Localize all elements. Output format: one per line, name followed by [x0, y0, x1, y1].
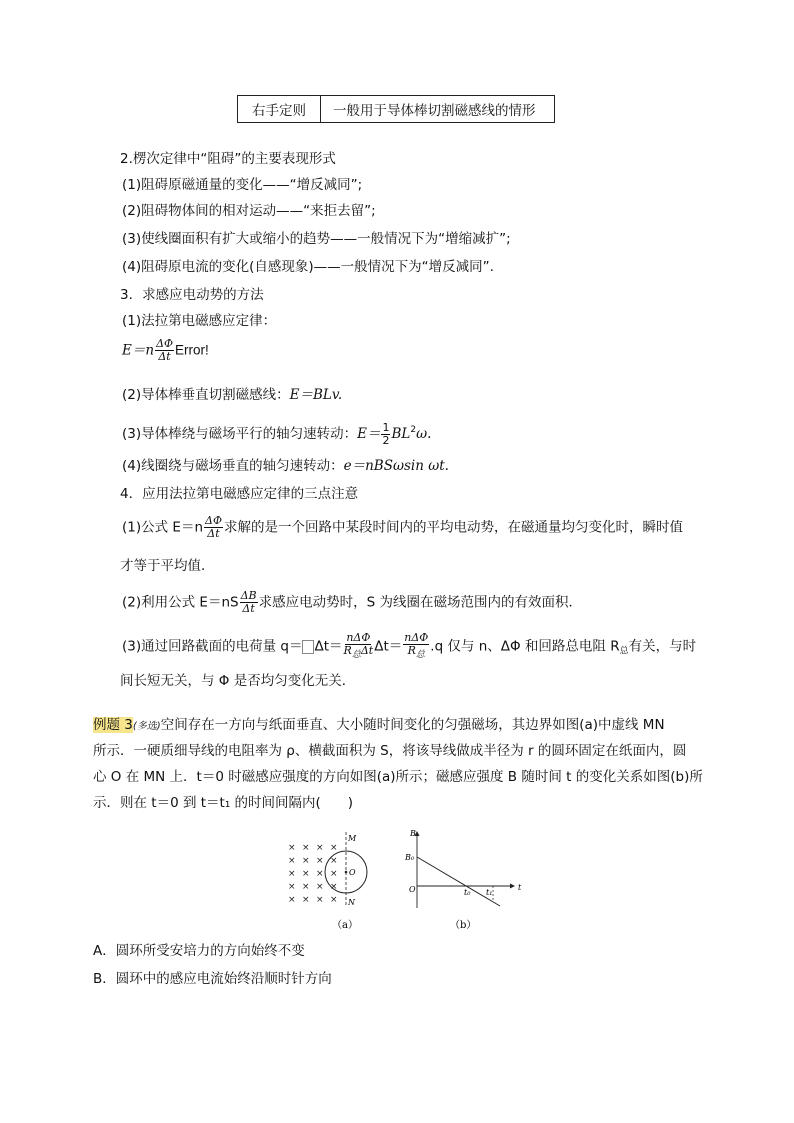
- field-cross: ×: [288, 882, 296, 892]
- s4-para-1-line-1: (1)公式 E＝n $\frac{\Delta\Phi}{\Delta t}$ 求解的是一个回路中某段时间内的平均电动势，在磁通量均匀变化时，瞬时值: [122, 514, 683, 540]
- field-cross: ×: [330, 895, 338, 905]
- physics-figure: [280, 826, 520, 936]
- current-placeholder-box: [302, 640, 314, 654]
- field-cross: ×: [302, 869, 310, 879]
- field-cross: ×: [330, 856, 338, 866]
- s3-item-3: (3)导体棒绕与磁场平行的轴匀速转动：E＝ $\frac{1}{2}$ $BL^2\omega$.: [122, 420, 432, 447]
- field-cross: ×: [330, 882, 338, 892]
- s2-item-3: (3)使线圈面积有扩大或缩小的趋势——一般情况下为“增缩减扩”;: [122, 231, 511, 247]
- s4-para-3-line-1: (3)通过回路截面的电荷量 q＝ Δt＝ $\frac{\text{nΔΦ}}{R_总\Delta t}$ Δt＝ $\frac{\text{nΔΦ}}{R_总}$ .q 仅与 n、ΔΦ 和回路总电阻 $R_总$有关，与时: [122, 631, 697, 660]
- option-b: B．圆环中的感应电流始终沿顺时针方向: [93, 971, 332, 987]
- magnetic-field-crosses: [288, 843, 338, 905]
- b-t-line: [417, 857, 500, 906]
- s2-item-2: (2)阻碍物体间的相对运动——“来拒去留”;: [122, 203, 376, 219]
- s3-item-2: (2)导体棒垂直切割磁感线：E＝BLv.: [122, 387, 343, 403]
- section-3-heading: 3．求感应电动势的方法: [120, 287, 264, 303]
- s2-item-1: (1)阻碍原磁通量的变化——“增反减同”;: [122, 177, 363, 193]
- section-4-heading: 4．应用法拉第电磁感应定律的三点注意: [120, 486, 359, 502]
- field-cross: ×: [316, 882, 324, 892]
- s3-item-1: (1)法拉第电磁感应定律：: [122, 313, 277, 329]
- s4-para-3-line-2: 间长短无关，与 Φ 是否均匀变化无关．: [120, 673, 356, 689]
- t-axis-arrow: [510, 884, 515, 889]
- field-cross: ×: [330, 843, 338, 853]
- b-axis-label: B: [410, 829, 416, 838]
- field-cross: ×: [302, 882, 310, 892]
- field-cross: ×: [288, 895, 296, 905]
- field-cross: ×: [302, 843, 310, 853]
- s4-para-1-line-2: 才等于平均值．: [120, 558, 215, 574]
- figure-a: [288, 832, 367, 931]
- label-o: O: [349, 868, 356, 877]
- field-cross: ×: [288, 843, 296, 853]
- label-n: N: [348, 898, 355, 907]
- rule-usage-cell: 一般用于导体棒切割磁感线的情形: [333, 103, 536, 119]
- field-cross: ×: [316, 895, 324, 905]
- field-cross: ×: [288, 856, 296, 866]
- center-dot: [345, 871, 348, 874]
- figure-b: [404, 829, 522, 931]
- example-line-2: 所示．一硬质细导线的电阻率为 ρ、横截面积为 S，将该导线做成半径为 r 的圆环固定在纸面内，圆: [93, 743, 687, 759]
- field-cross: ×: [316, 843, 324, 853]
- figure-b-caption: （b）: [450, 920, 477, 931]
- t1-label: t₁: [486, 888, 493, 897]
- figure-a-caption: （a）: [332, 920, 358, 931]
- example-line-3: 心 O 在 MN 上．t＝0 时磁感应强度的方向如图(a)所示；磁感应强度 B 随时间 t 的变化关系如图(b)所: [93, 769, 703, 785]
- origin-label: O: [409, 885, 416, 894]
- field-cross: ×: [288, 869, 296, 879]
- field-cross: ×: [316, 869, 324, 879]
- field-cross: ×: [316, 856, 324, 866]
- t-axis-label: t: [518, 883, 522, 892]
- example-line-1: 例题 3(多选)空间存在一方向与纸面垂直、大小随时间变化的匀强磁场，其边界如图(a)中虚线 MN: [93, 717, 665, 733]
- s3-item-4: (4)线圈绕与磁场垂直的轴匀速转动：e＝nBSωsin ωt.: [122, 458, 449, 474]
- section-2-heading: 2.楞次定律中“阻碍”的主要表现形式: [120, 151, 336, 167]
- example-line-4: 示．则在 t＝0 到 t＝t₁ 的时间间隔内( ): [93, 795, 354, 811]
- b0-label: B₀: [405, 853, 415, 862]
- label-m: M: [348, 834, 357, 843]
- s2-item-4: (4)阻碍原电流的变化(自感现象)——一般情况下为“增反减同”.: [122, 259, 494, 275]
- example-label: 例题 3: [93, 717, 133, 733]
- s4-para-2: (2)利用公式 E＝nS $\frac{\Delta B}{\Delta t}$ 求感应电动势时，S 为线圈在磁场范围内的有效面积．: [122, 589, 582, 615]
- field-cross: ×: [302, 895, 310, 905]
- rule-name-cell: 右手定则: [238, 96, 321, 122]
- t0-label: t₀: [464, 888, 471, 897]
- faraday-formula: E＝n $\frac{\Delta\Phi}{\Delta t}$ Error!: [122, 337, 209, 363]
- rule-table: [237, 95, 555, 123]
- field-cross: ×: [302, 856, 310, 866]
- field-cross: ×: [330, 869, 338, 879]
- option-a: A．圆环所受安培力的方向始终不变: [93, 943, 305, 959]
